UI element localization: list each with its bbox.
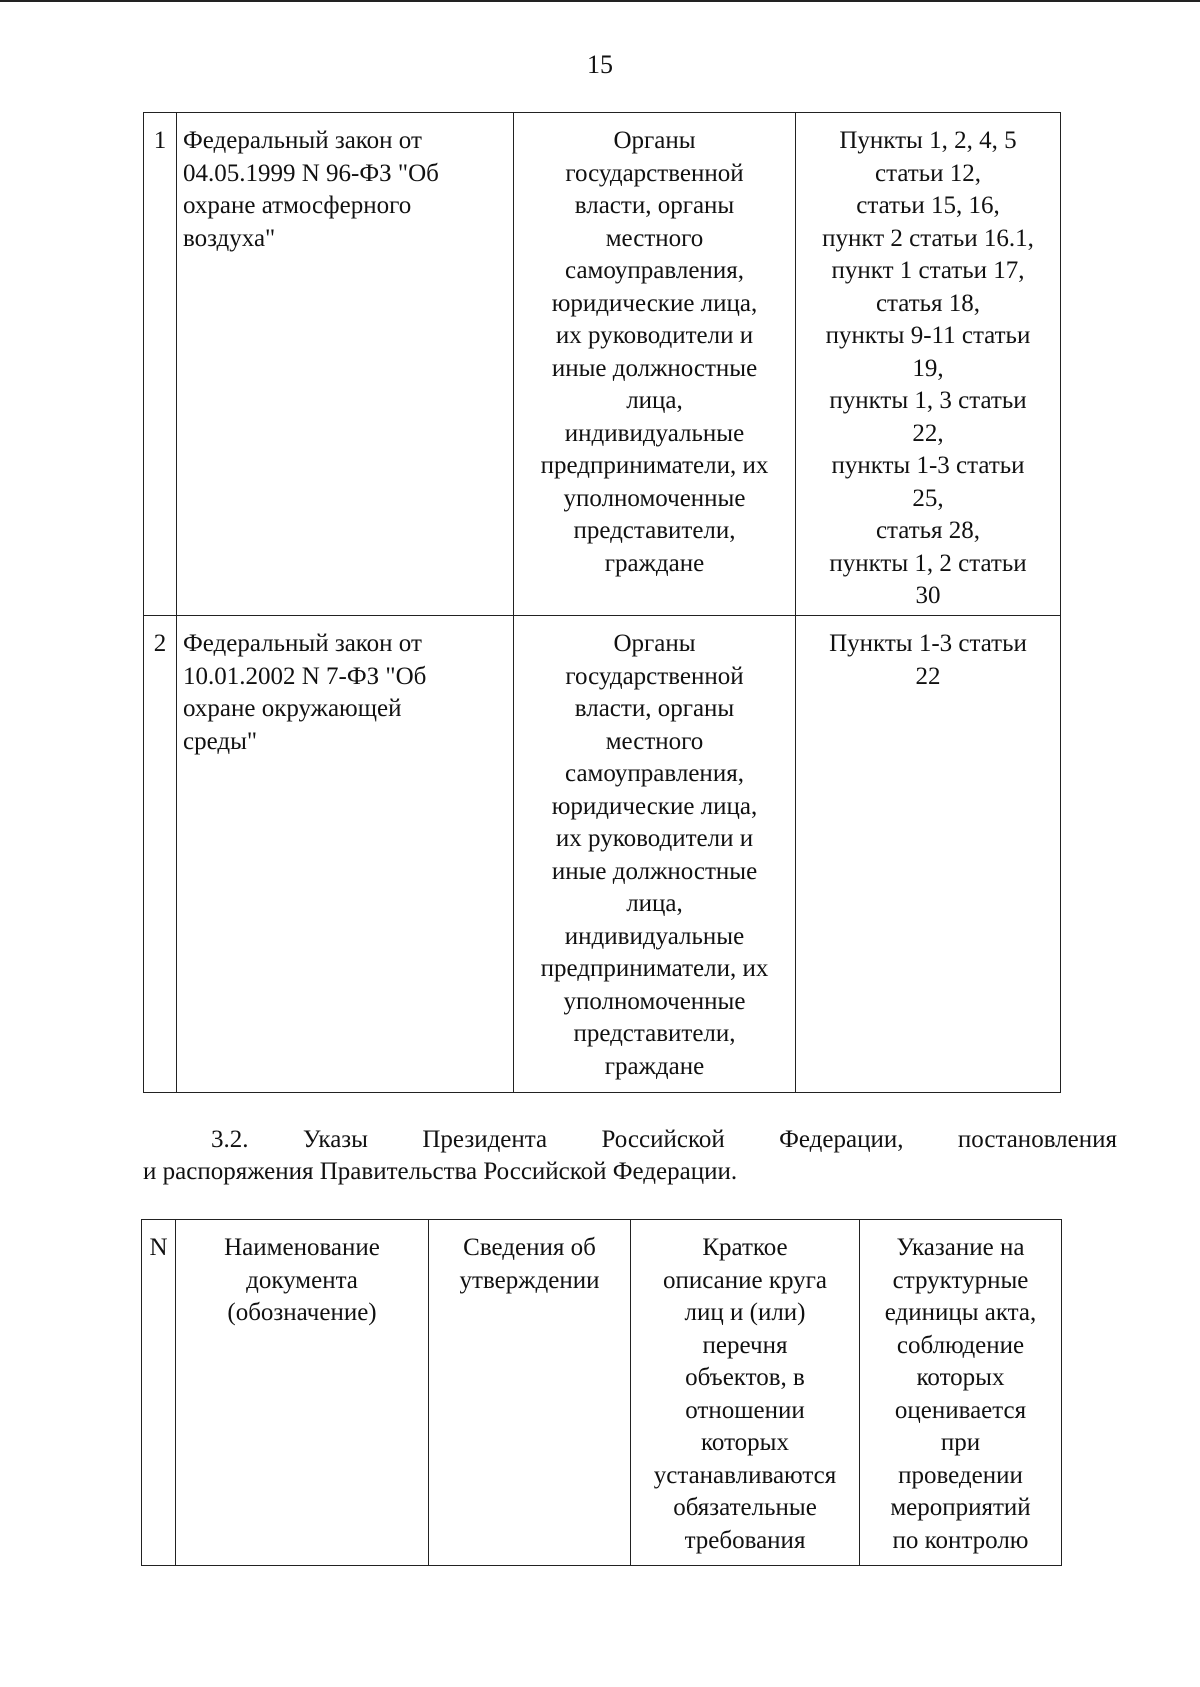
row-number: 1 bbox=[153, 127, 167, 154]
structural-units: Пункты 1, 2, 4, 5 статьи 12, статьи 15, 16, пункт 2 статьи 16.1, пункт 1 статьи 17, статья 18, пункты 9-11 статьи 19, пункты 1, 3 статьи 22, пункты 1-3 статьи 25, статья 28, пункты 1, 2 статьи 30 bbox=[822, 127, 1034, 609]
document-name: Федеральный закон от 04.05.1999 N 96-ФЗ "Об охране атмосферного воздуха" bbox=[183, 127, 439, 252]
header-units: Указание на структурные единицы акта, соблюдение которых оценивается при проведении мероприятий по контролю bbox=[884, 1234, 1037, 1554]
row-number-cell bbox=[144, 616, 177, 1093]
section-heading bbox=[143, 1124, 1117, 1188]
table-row bbox=[144, 113, 1061, 616]
decrees-table bbox=[141, 1219, 1062, 1566]
structural-units-cell bbox=[796, 113, 1061, 616]
header-description: Краткое описание круга лиц и (или) перечня объектов, в отношении которых устанавливаются обязательные требования bbox=[653, 1234, 837, 1554]
header-num-cell bbox=[142, 1220, 176, 1566]
subjects-cell bbox=[514, 616, 796, 1093]
section-heading-line-1: 3.2. Указы Президента Российской Федерации, постановления bbox=[211, 1126, 1117, 1153]
header-approval-cell bbox=[429, 1220, 631, 1566]
document-name: Федеральный закон от 10.01.2002 N 7-ФЗ "Об охране окружающей среды" bbox=[183, 630, 427, 755]
header-description-cell bbox=[631, 1220, 860, 1566]
section-heading-line-2: и распоряжения Правительства Российской Федерации. bbox=[143, 1158, 738, 1185]
document-name-cell bbox=[177, 616, 514, 1093]
table-header-row bbox=[142, 1220, 1062, 1566]
subjects-description: Органы государственной власти, органы местного самоуправления, юридические лица, их руководители и иные должностные лица, индивидуальные предприниматели, их уполномоченные представители, граждане bbox=[540, 630, 769, 1080]
subjects-description: Органы государственной власти, органы местного самоуправления, юридические лица, их руководители и иные должностные лица, индивидуальные предприниматели, их уполномоченные представители, граждане bbox=[540, 127, 769, 577]
row-number-cell bbox=[144, 113, 177, 616]
header-name: Наименование документа (обозначение) bbox=[224, 1234, 380, 1326]
structural-units-cell bbox=[796, 616, 1061, 1093]
header-units-cell bbox=[860, 1220, 1062, 1566]
header-name-cell bbox=[176, 1220, 429, 1566]
laws-table bbox=[143, 112, 1061, 1093]
document-name-cell bbox=[177, 113, 514, 616]
page-top-border bbox=[0, 0, 1200, 2]
table-row bbox=[144, 616, 1061, 1093]
structural-units: Пункты 1-3 статьи 22 bbox=[829, 630, 1027, 690]
row-number: 2 bbox=[153, 630, 167, 657]
page-number: 15 bbox=[587, 50, 613, 79]
header-num: N bbox=[149, 1234, 168, 1261]
subjects-cell bbox=[514, 113, 796, 616]
header-approval: Сведения об утверждении bbox=[459, 1234, 600, 1294]
